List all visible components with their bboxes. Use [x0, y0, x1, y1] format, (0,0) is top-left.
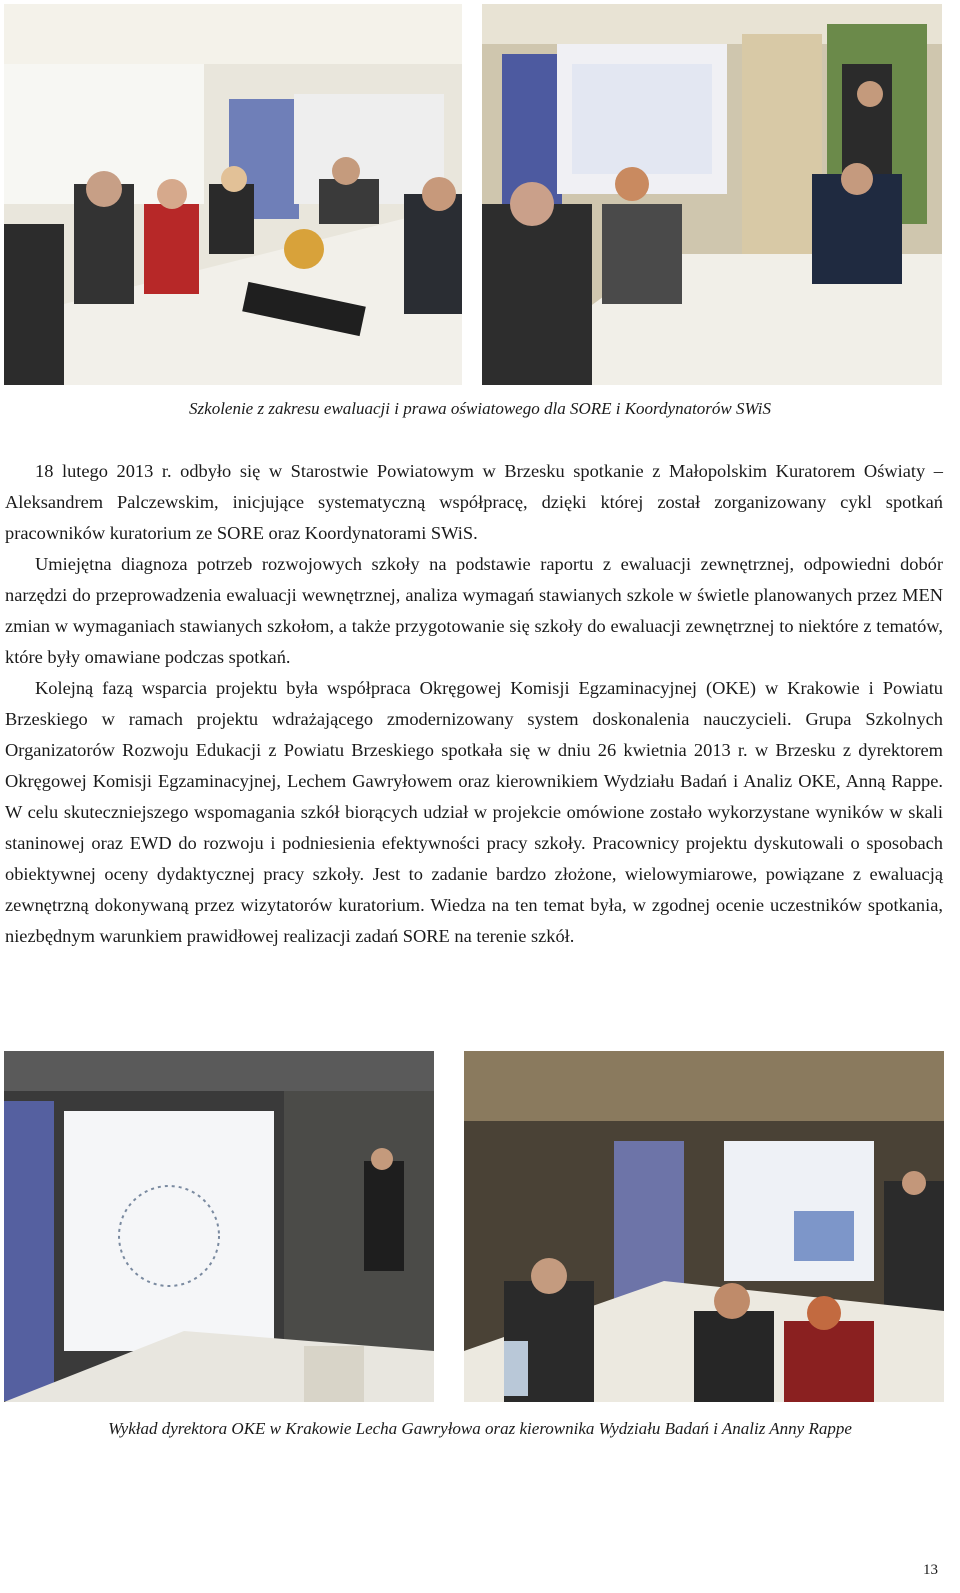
photo-lecture-right	[464, 1051, 944, 1402]
photo-meeting-presentation-right	[482, 4, 942, 385]
photo-lecture-left	[4, 1051, 434, 1402]
article-paragraph: Umiejętna diagnoza potrzeb rozwojowych szkoły na podstawie raportu z ewaluacji zewnętrznej, odpowiedni dobór narzędzi do przeprowadzenia ewaluacji wewnętrznej, analiza wymagań stawianych szkole w świetle planowanych przez MEN zmian w wymaganiach stawianych szkołom, a także przygotowanie się szkoły do ewaluacji zewnętrznej to niektóre z tematów, które były omawiane podczas spotkań.	[5, 554, 943, 667]
article-paragraph: Kolejną fazą wsparcia projektu była współpraca Okręgowej Komisji Egzaminacyjnej (OKE) w Krakowie i Powiatu Brzeskiego w ramach projektu wdrażającego zmodernizowany system doskonalenia nauczycieli. Grupa Szkolnych Organizatorów Rozwoju Edukacji z Powiatu Brzeskiego spotkała się w dniu 26 kwietnia 2013 r. w Brzesku z dyrektorem Okręgowej Komisji Egzaminacyjnej, Lechem Gawryłowem oraz kierownikiem Wydziału Badań i Analiz OKE, Anną Rappe. W celu skuteczniejszego wspomagania szkół biorących udział w projekcie omówione zostało wykorzystane wyników w skali staninowej oraz EWD do rozwoju i podniesienia efektywności pracy szkoły. Pracownicy projektu dyskutowali o sposobach obiektywnej oceny dydaktycznej pracy szkoły. Jest to zadanie bardzo złożone, wielowymiarowe, powiązane z ewaluacją zewnętrzną dokonywaną przez wizytatorów kuratorium. Wiedza na ten temat była, w zgodnej ocenie uczestników spotkania, niezbędnym warunkiem prawidłowej realizacji zadań SORE na terenie szkół.	[5, 678, 943, 946]
article-paragraph: 18 lutego 2013 r. odbyło się w Starostwie Powiatowym w Brzesku spotkanie z Małopolskim Kuratorem Oświaty – Aleksandrem Palczewskim, inicjujące systematyczną współpracę, dzięki której został zorganizowany cykl spotkań pracowników kuratorium ze SORE oraz Koordynatorami SWiS.	[5, 461, 943, 543]
article-body	[5, 456, 943, 952]
photo-caption-top: Szkolenie z zakresu ewaluacji i prawa oświatowego dla SORE i Koordynatorów SWiS	[189, 399, 771, 418]
photo-caption-bottom: Wykład dyrektora OKE w Krakowie Lecha Gawryłowa oraz kierownika Wydziału Badań i Analiz Anny Rappe	[108, 1419, 852, 1438]
page-number: 13	[923, 1562, 938, 1578]
photo-meeting-table-left	[4, 4, 462, 385]
